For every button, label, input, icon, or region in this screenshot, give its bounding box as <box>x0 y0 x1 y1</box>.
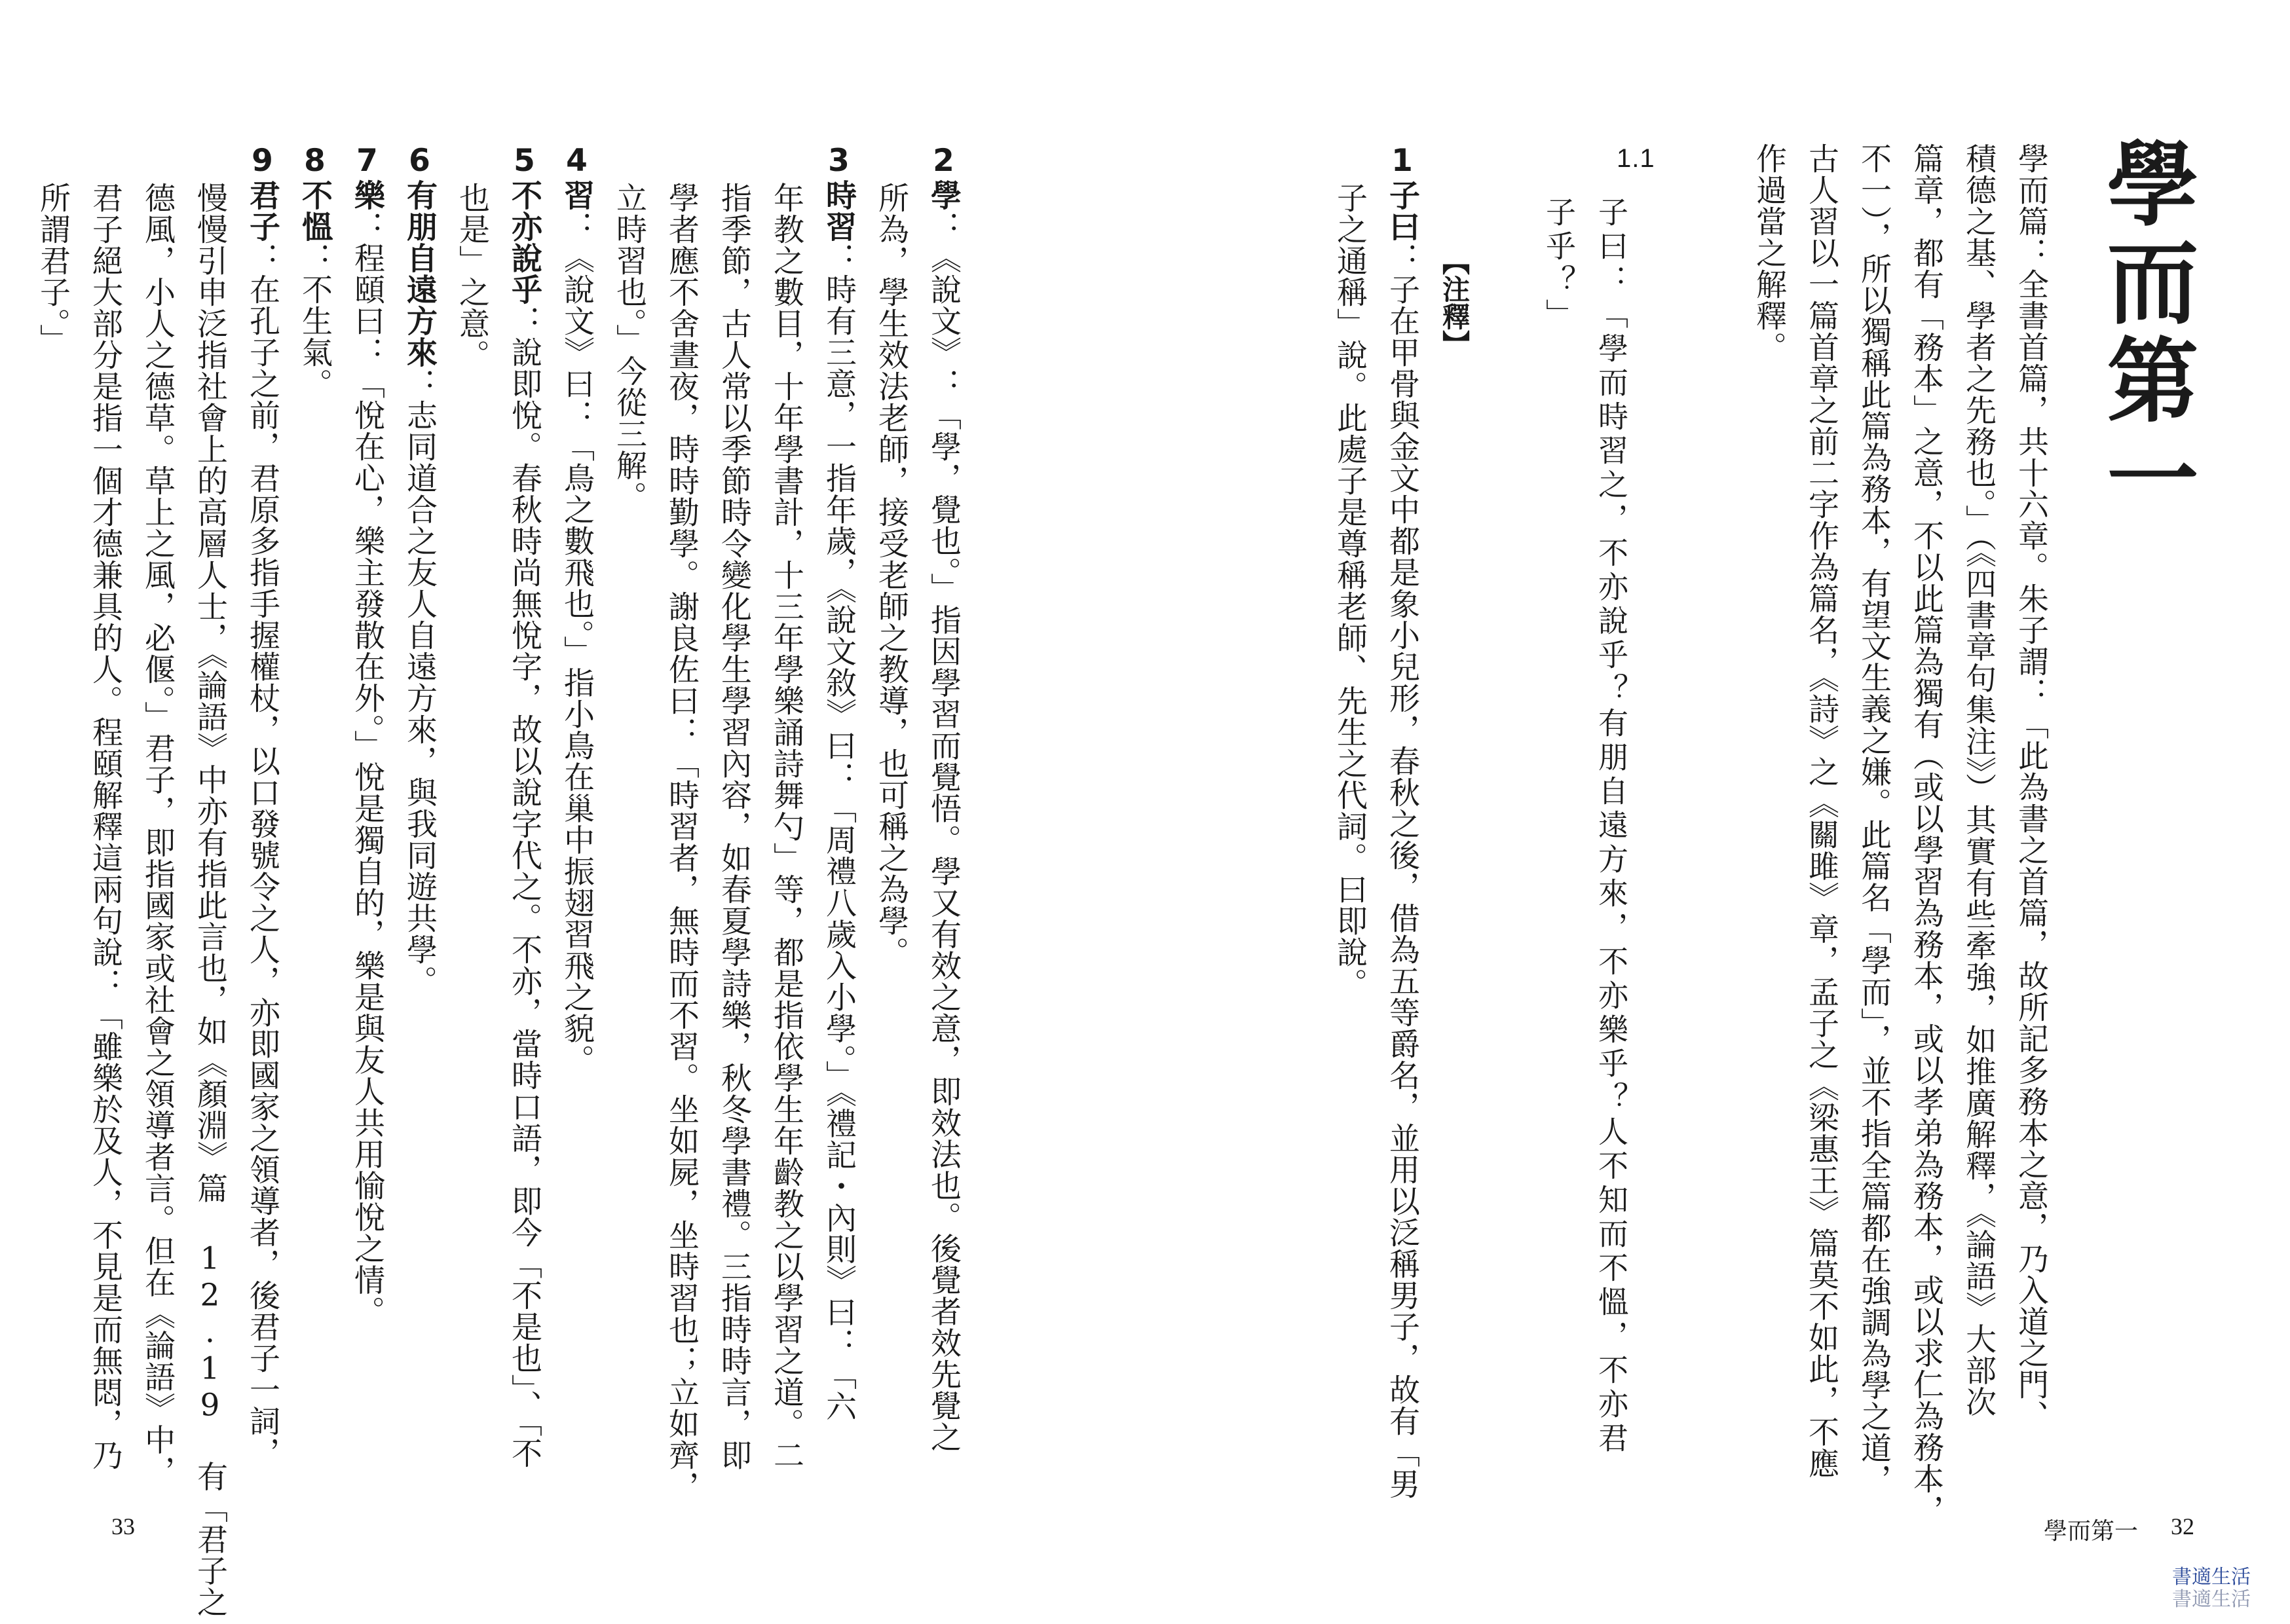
watermark-line-2: 書適生活 <box>2172 1588 2251 1611</box>
note-3-term: 時習 <box>821 179 857 242</box>
note-7-term: 樂 <box>349 179 385 211</box>
note-1-line-1: 1子曰：子在甲骨與金文中都是象小兒形，春秋之後，借為五等爵名，並用以泛稱男子，故有「男 <box>1384 143 1420 1500</box>
note-9-num: 9 <box>244 143 280 179</box>
note-7-num: 7 <box>349 143 385 179</box>
note-4-num: 4 <box>559 143 595 179</box>
note-4-line-1: 4習：《說文》曰：「鳥之數飛也。」指小鳥在巢中振翅習飛之貌。 <box>559 143 595 1076</box>
verse-line-1: 子曰：「學而時習之，不亦說乎？有朋自遠方來，不亦樂乎？人不知而不慍，不亦君 <box>1594 196 1629 1456</box>
note-9-line-1: 9君子：在孔子之前，君原多指手握權杖，以口發號令之人，亦即國家之領導者，後君子一詞， <box>244 143 280 1468</box>
note-2-line-1: 2學：《說文》：「學，覺也。」指因學習而覺悟。學又有效之意，即效法也。後覺者效先覺之 <box>926 143 962 1453</box>
left-page-number: 33 <box>111 1513 135 1540</box>
note-3-line-2: 年教之數目，十年學書計，十三年學樂誦詩舞勺」等，都是指依學生年齡教之以學習之道。二 <box>768 182 804 1471</box>
note-5-line-1: 5不亦說乎：說即悅。春秋時尚無悅字，故以說字代之。不亦，當時口語，即今「不是也」、「不 <box>506 143 542 1469</box>
note-9-line-5: 所謂君子。」 <box>35 182 71 356</box>
running-title: 學而第一 <box>2044 1518 2139 1545</box>
watermark-logo <box>2172 1566 2251 1611</box>
note-8-term: 不慍 <box>297 179 333 242</box>
note-2-num: 2 <box>926 143 962 179</box>
intro-line-3: 篇章，都有「務本」之意，不以此篇為獨有（或以學習為務本，或以孝弟為務本，或以求仁為務本， <box>1908 143 1944 1526</box>
notes-heading: 【注釋】 <box>1438 248 1471 358</box>
watermark-line-1: 書適生活 <box>2172 1566 2251 1589</box>
note-3-num: 3 <box>821 143 857 179</box>
note-3-line-5: 立時習也。」今從三解。 <box>611 182 647 513</box>
right-page-number: 32 <box>2171 1513 2194 1540</box>
note-4-term: 習 <box>559 179 595 211</box>
note-3-line-4: 學者應不舍晝夜，時時勤學。謝良佐曰：「時習者，無時而不習。坐如屍，坐時習也；立如齊， <box>664 182 700 1502</box>
note-2-term: 學 <box>926 179 962 211</box>
note-6-term: 有朋自遠方來 <box>402 179 438 368</box>
note-3-line-1: 3時習：時有三意，一指年歲，《說文敘》曰：「周禮八歲入小學。」《禮記・內則》曰：「六 <box>821 143 857 1422</box>
note-9-line-2: 慢慢引申泛指社會上的高層人士，《論語》中亦有指此言也，如《顏淵》篇 12.19 有「君子之 <box>192 182 228 1618</box>
intro-line-5: 古人習以一篇首章之前二字作為篇名，《詩》之《關雎》章，孟子之《梁惠王》篇莫不如此，不應 <box>1803 143 1839 1479</box>
intro-line-4: 不一），所以獨稱此篇為務本，有望文生義之嫌。此篇名「學而」，並不指全篇都在強調為學之道， <box>1856 143 1892 1495</box>
note-8-line-1: 8不慍：不生氣。 <box>297 143 333 399</box>
section-number: 1.1 <box>1617 144 1655 173</box>
note-9-line-3: 德風，小人之德草。草上之風，必偃。」君子，即指國家或社會之領導者言。但在《論語》中， <box>140 182 176 1487</box>
note-5-num: 5 <box>506 143 542 179</box>
note-2-line-2: 所為，學生效法老師，接受老師之教導，也可稱之為學。 <box>873 182 909 968</box>
note-1-num: 1 <box>1384 143 1420 179</box>
note-1-line-2: 子之通稱」說。此處子是尊稱老師、先生之代詞。曰即說。 <box>1332 182 1368 999</box>
note-1-term: 子曰 <box>1384 179 1420 242</box>
note-9-term: 君子 <box>244 179 280 242</box>
note-3-line-3: 指季節，古人常以季節時令變化學生學習內容，如春夏學詩樂，秋冬學書禮。三指時時言，即 <box>716 182 752 1471</box>
verse-line-2: 子乎？」 <box>1541 196 1577 333</box>
note-6-num: 6 <box>402 143 438 179</box>
intro-line-6: 作過當之解釋。 <box>1751 143 1787 363</box>
intro-line-2: 積德之基、學者之先務也。」（《四書章句集注》）其實有些牽強，如推廣解釋，《論語》大部次 <box>1961 143 1997 1418</box>
note-9-line-4: 君子絕大部分是指一個才德兼具的人。程頤解釋這兩句說：「雖樂於及人，不見是而無悶，乃 <box>87 182 123 1471</box>
note-8-num: 8 <box>297 143 333 179</box>
intro-line-1: 學而篇：全書首篇，共十六章。朱子謂：「此為書之首篇，故所記多務本之意，乃入道之門、 <box>2013 143 2049 1431</box>
note-6-line-1: 6有朋自遠方來：志同道合之友人自遠方來，與我同遊共學。 <box>402 143 438 997</box>
note-5-term: 不亦說乎 <box>506 179 542 305</box>
note-5-line-2: 也是」之意。 <box>454 182 490 371</box>
chapter-title: 學而第一 <box>2092 136 2199 529</box>
note-7-line-1: 7樂：程頤曰：「悅在心，樂主發散在外。」悅是獨自的，樂是與友人共用愉悅之情。 <box>349 143 385 1327</box>
